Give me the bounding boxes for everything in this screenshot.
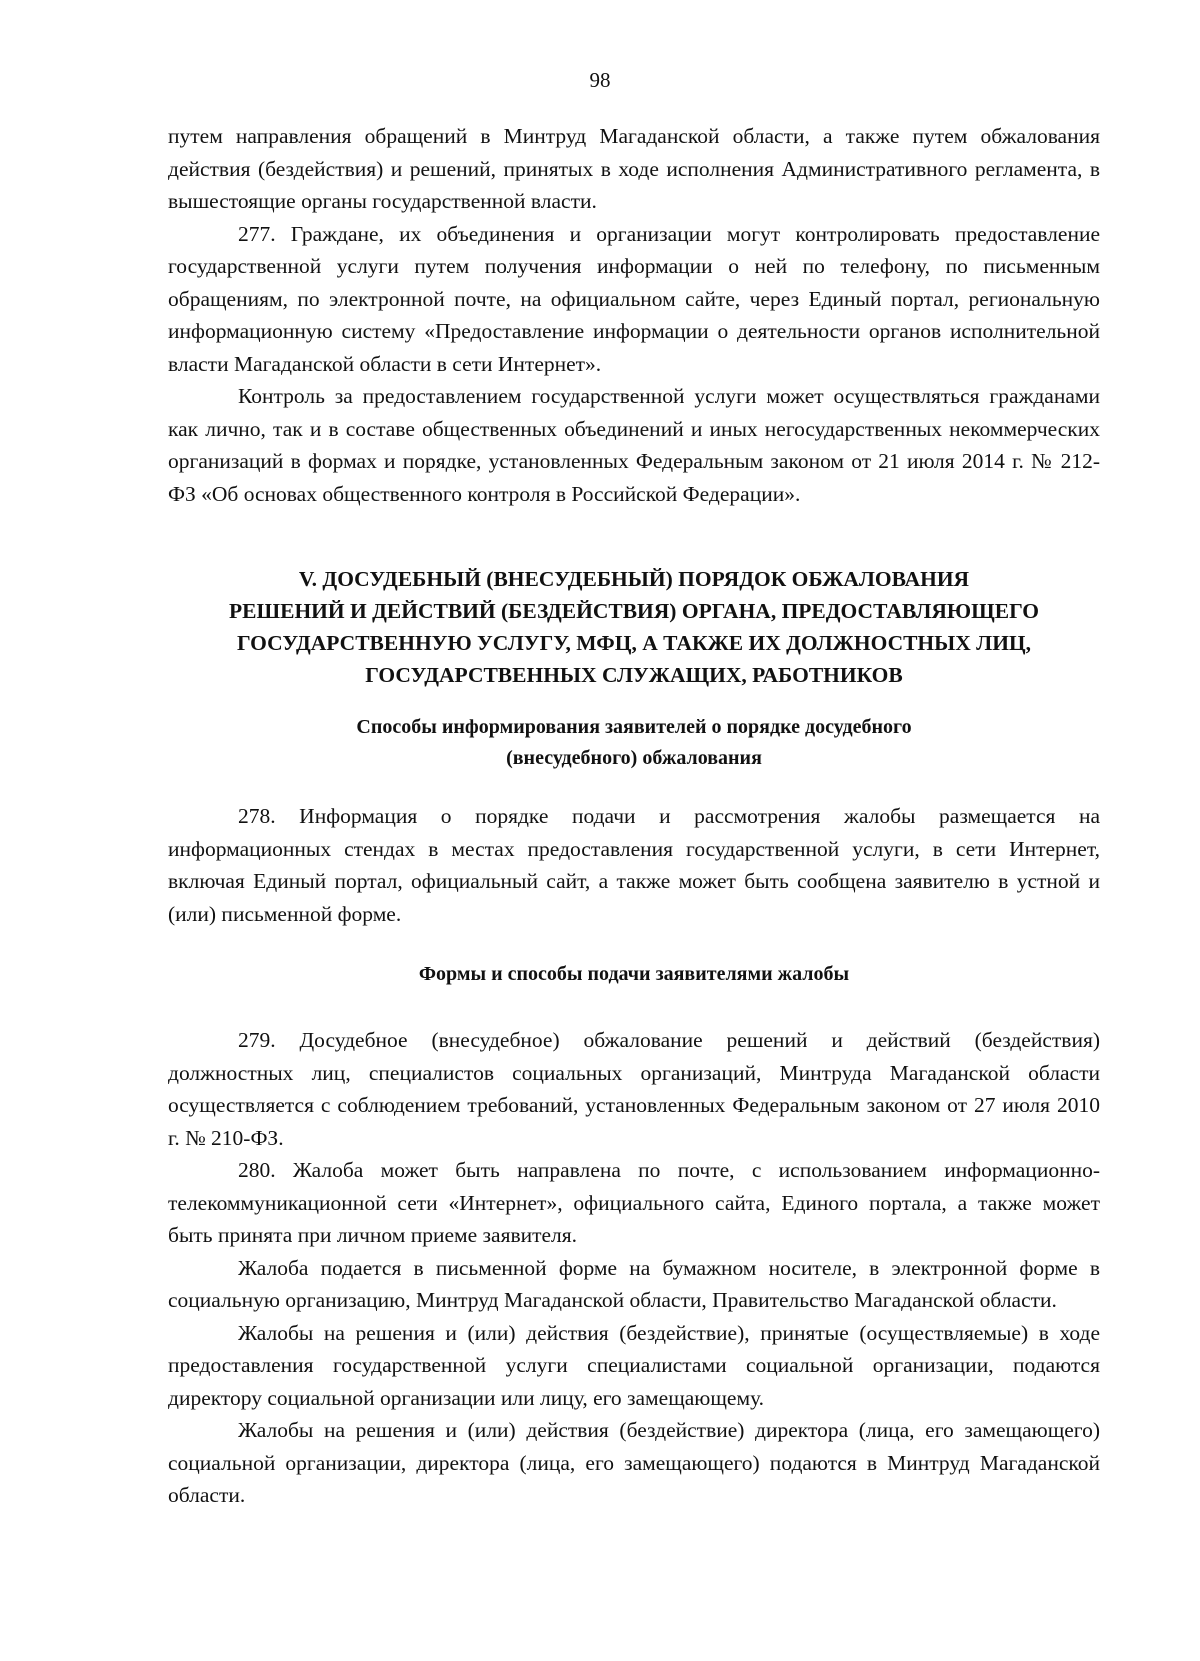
paragraph-277: 277. Граждане, их объединения и организации могут контролировать предоставление государственной услуги путем получения информации о ней по телефону, по письменным обращениям, по электронной почте, на официальном сайте, через Единый портал, региональную информационную систему «Предоставление информации о деятельности органов исполнительной власти Магаданской области в сети Интернет».	[168, 221, 1100, 376]
paragraphs-279-onward	[168, 1024, 1100, 1512]
paragraph-complaint-specialists: Жалобы на решения и (или) действия (бездействие), принятые (осуществляемые) в ходе предоставления государственной услуги специалистами социальной организации, подаются директору социальной организации или лицу, его замещающему.	[168, 1320, 1100, 1410]
paragraph: путем направления обращений в Минтруд Магаданской области, а также путем обжалования действия (бездействия) и решений, принятых в ходе исполнения Административного регламента, в вышестоящие органы государственной власти.	[168, 124, 1100, 213]
paragraph-279: 279. Досудебное (внесудебное) обжалование решений и действий (бездействия) должностных лиц, специалистов социальных организаций, Минтруда Магаданской области осуществляется с соблюдением требований, установленных Федеральным законом от 27 июля 2010 г. № 210-ФЗ.	[168, 1028, 1100, 1150]
subheading-line: Формы и способы подачи заявителями жалобы	[418, 963, 850, 985]
section-heading-line: V. ДОСУДЕБНЫЙ (ВНЕСУДЕБНЫЙ) ПОРЯДОК ОБЖАЛОВАНИЯ	[298, 567, 970, 591]
paragraph-278: 278. Информация о порядке подачи и рассмотрения жалобы размещается на информационных стендах в местах предоставления государственной услуги, в сети Интернет, включая Единый портал, официальный сайт, а также может быть сообщена заявителю в устной и (или) письменной форме.	[168, 804, 1100, 926]
page-number: 98	[589, 68, 611, 92]
subheading-forms	[168, 959, 1100, 990]
section-heading-line: РЕШЕНИЙ И ДЕЙСТВИЙ (БЕЗДЕЙСТВИЯ) ОРГАНА, ПРЕДОСТАВЛЯЮЩЕГО	[229, 599, 1039, 623]
paragraph-continuation	[168, 120, 1100, 510]
subheading-informing	[168, 712, 1100, 774]
section-heading	[168, 563, 1100, 691]
paragraph-280: 280. Жалоба может быть направлена по почте, с использованием информационно-телекоммуникационной сети «Интернет», официального сайта, Единого портала, а также может быть принята при личном приеме заявителя.	[168, 1158, 1100, 1247]
subheading-line: (внесудебного) обжалования	[506, 747, 762, 769]
subheading-line: Способы информирования заявителей о порядке досудебного	[356, 716, 912, 738]
paragraph-complaint-director: Жалобы на решения и (или) действия (бездействие) директора (лица, его замещающего) социальной организации, директора (лица, его замещающего) подаются в Минтруд Магаданской области.	[168, 1418, 1100, 1507]
paragraph-278-block	[168, 800, 1100, 930]
paragraph-control: Контроль за предоставлением государственной услуги может осуществляться гражданами как лично, так и в составе общественных объединений и иных негосударственных некоммерческих организаций в формах и порядке, установленных Федеральным законом от 21 июля 2014 г. № 212-ФЗ «Об основах общественного контроля в Российской Федерации».	[168, 384, 1100, 506]
paragraph-complaint-form: Жалоба подается в письменной форме на бумажном носителе, в электронной форме в социальную организацию, Минтруд Магаданской области, Правительство Магаданской области.	[168, 1255, 1100, 1312]
section-heading-line: ГОСУДАРСТВЕННУЮ УСЛУГУ, МФЦ, А ТАКЖЕ ИХ ДОЛЖНОСТНЫХ ЛИЦ,	[236, 631, 1032, 655]
section-heading-line: ГОСУДАРСТВЕННЫХ СЛУЖАЩИХ, РАБОТНИКОВ	[365, 663, 903, 687]
